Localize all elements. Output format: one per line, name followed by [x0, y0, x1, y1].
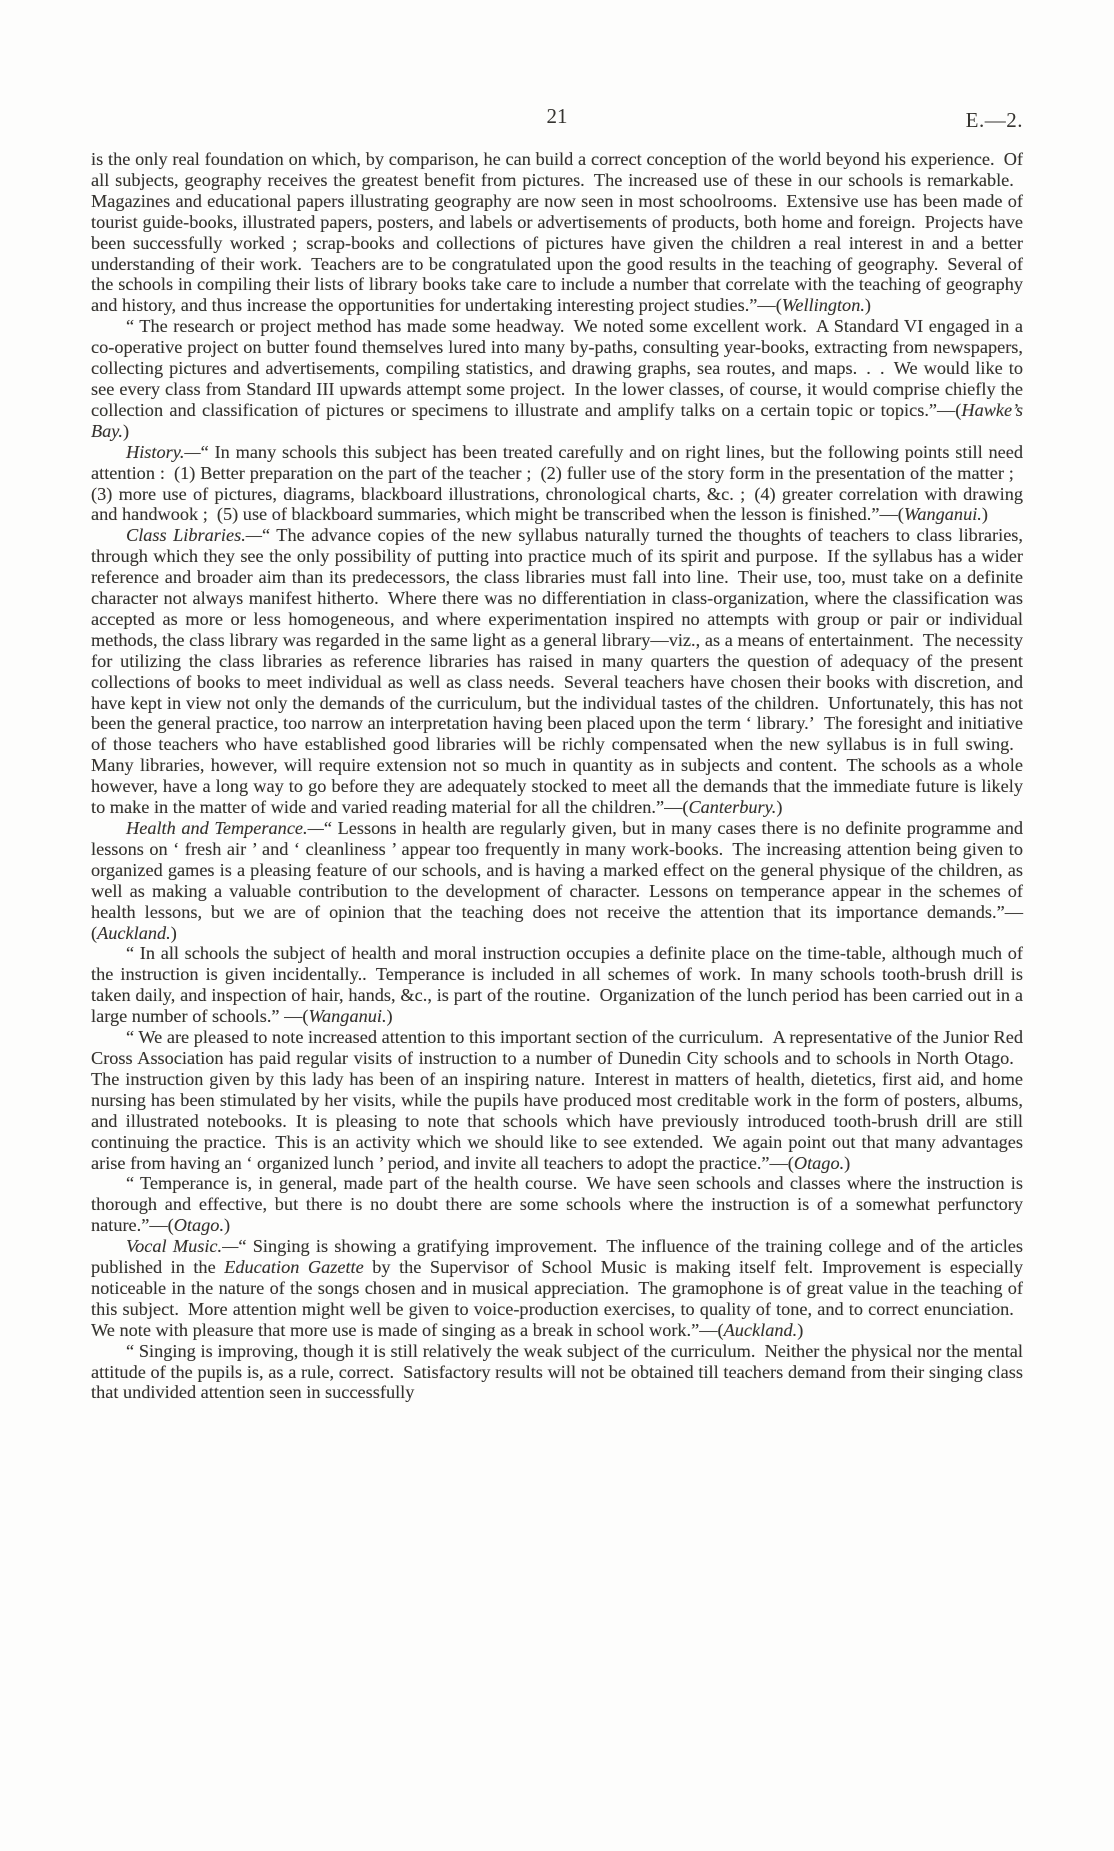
- body-text: is the only real foundation on which, by comparison, he can build a correct conception of the world beyond his experience. Of all subjects, geography receives the greatest benefit from pictures. The increased use of these in our schools is remarkable. Magazines and educational papers illustrating geography are now seen in most schoolrooms. Extensive use has been made of tourist guide-books, illustrated papers, posters, and labels or advertisements of products, both home and foreign. Projects have been successfully worked ; scrap-books and collections of pictures have given the children a real interest in and a better understanding of their work. Teachers are to be congratulated upon the good results in the teaching of geography. Several of the schools in compiling their lists of library books take care to include a number that correlate with the teaching of geography and history, and thus increase the opportunities for undertaking interesting project studies.”—(: [91, 149, 1023, 316]
- paragraph: [91, 1341, 1023, 1404]
- italic-text: Otago.: [173, 1215, 225, 1236]
- paragraph: [91, 1236, 1023, 1341]
- body-text: ): [981, 504, 988, 525]
- body-text: “ In many schools this subject has been treated carefully and on right lines, but the following points still need attention : (1) Better preparation on the part of the teacher ; (2) fuller use of the story form in the presentation of the matter ; (3) more use of pictures, diagrams, blackboard illustrations, chronological charts, &c. ; (4) greater correlation with drawing and handwook ; (5) use of blackboard summaries, which might be transcribed when the lesson is finished.”—(: [91, 441, 1023, 525]
- paragraph: [91, 818, 1023, 943]
- page-header: [91, 104, 1023, 136]
- italic-text: Hawke’s Bay.: [91, 399, 1023, 441]
- body-text: “ In all schools the subject of health and moral instruction occupies a definite place on the time-table, although much of the instruction is given incidentally.. Temperance is included in all schemes of work. In many schools tooth-brush drill is taken daily, and inspection of hair, hands, &c., is part of the routine. Organization of the lunch period has been carried out in a large number of schools.” —(: [91, 943, 1023, 1027]
- paragraph: [91, 149, 1023, 316]
- paragraph: [91, 1027, 1023, 1173]
- italic-text: Auckland.: [97, 922, 171, 943]
- body-text: “ The research or project method has made some headway. We noted some excellent work. A Standard VI engaged in a co-operative project on butter found themselves lured into many by-paths, consulting year-books, extracting from newspapers, collecting pictures and advertisements, compiling statistics, and drawing graphs, sea routes, and maps. . . We would like to see every class from Standard III upwards attempt some project. In the lower classes, of course, it would comprise chiefly the collection and classification of pictures or specimens to illustrate and amplify talks on a certain topic or topics.”—(: [91, 316, 1023, 420]
- paragraph: [91, 525, 1023, 818]
- italic-text: Wanganui.: [308, 1006, 387, 1027]
- body-text: ): [122, 420, 130, 441]
- paragraph: [91, 442, 1023, 526]
- italic-text: Education Gazette: [224, 1257, 364, 1278]
- paragraph: [91, 316, 1023, 441]
- italic-text: Wellington.: [781, 295, 865, 316]
- italic-text: Canterbury.: [688, 797, 777, 818]
- body-text: “ The advance copies of the new syllabus naturally turned the thoughts of teachers to class libraries, through which they see the only possibility of putting into practice much of its spirit and purpose. If the syllabus has a wider reference and broader aim than its predecessors, the class libraries must fall into line. Their use, too, must take on a definite character not always manifest hitherto. Where there was no differentiation in class-organization, where the classification was accepted as more or less homogeneous, and where experimentation inspired no attempts with group or pair or individual methods, the class library was regarded in the same light as a general library—viz., as a means of entertainment. The necessity for utilizing the class libraries as reference libraries has raised in many quarters the question of adequacy of the present collections of books to meet individual as well as class needs. Several teachers have chosen their books with discretion, and have kept in view not only the demands of the curriculum, but the individual tastes of the children. Unfortunately, this has not been the general practice, too narrow an interpretation having been placed upon the term ‘ library.’ The foresight and initiative of those teachers who have established good libraries will be richly compensated when the new syllabus is in full swing. Many libraries, however, will require extension not so much in quantity as in subjects and content. The schools as a whole however, have a long way to go before they are adequately stocked to meet all the demands that the immediate future is likely to make in the matter of wide and varied reading material for all the children.”—(: [91, 525, 1023, 818]
- italic-text: History.—: [126, 441, 201, 462]
- paragraph: [91, 943, 1023, 1027]
- body-text: “ Singing is showing a gratifying improvement. The influence of the training college and of the articles published in the: [91, 1236, 1024, 1278]
- page-number: 21: [546, 104, 568, 128]
- body-text: ): [224, 1215, 231, 1236]
- body-text: “ Lessons in health are regularly given, but in many cases there is no definite programme and lessons on ‘ fresh air ’ and ‘ cleanliness ’ appear too frequently in many work-books. The increasing attention being given to organized games is a pleasing feature of our schools, and is having a marked effect on the general physique of the children, as well as making a valuable contribution to the development of character. Lessons on temperance appear in the schemes of health lessons, but we are of opinion that the teaching does not receive the attention that its importance demands.”—(: [91, 818, 1023, 943]
- body-text: ): [844, 1152, 851, 1173]
- italic-text: Class Libraries.—: [126, 525, 263, 546]
- body-text: “ Singing is improving, though it is still relatively the weak subject of the curriculum. Neither the physical nor the mental attitude of the pupils is, as a rule, correct. Satisfactory results will not be obtained till teachers demand from their singing class that undivided attention seen in successfully: [91, 1340, 1023, 1403]
- body-text: ): [386, 1006, 393, 1027]
- document-reference: E.—2.: [965, 108, 1023, 132]
- italic-text: Wanganui.: [903, 504, 982, 525]
- body-text: ): [864, 295, 872, 316]
- paragraph: [91, 1173, 1023, 1236]
- italic-text: Auckland.: [723, 1319, 798, 1340]
- body-text: “ Temperance is, in general, made part of the health course. We have seen schools and classes where the instruction is thorough and effective, but there is no doubt there are some schools where the instruction is of a somewhat perfunctory nature.”—(: [91, 1173, 1023, 1236]
- body-text: ): [776, 797, 783, 818]
- body-text: ): [797, 1319, 804, 1340]
- italic-text: Vocal Music.—: [126, 1236, 239, 1257]
- body-text: “ We are pleased to note increased attention to this important section of the curriculum. A representative of the Junior Red Cross Association has paid regular visits of instruction to a number of Dunedin City schools and to schools in North Otago. The instruction given by this lady has been of an inspiring nature. Interest in matters of health, dietetics, first aid, and home nursing has been stimulated by her visits, while the pupils have produced most creditable work in the form of posters, albums, and illustrated notebooks. It is pleasing to note that schools which have previously introduced tooth-brush drill are still continuing the practice. This is an activity which we should like to see extended. We again point out that many advantages arise from having an ‘ organized lunch ’ period, and invite all teachers to adopt the practice.”—(: [91, 1027, 1023, 1173]
- italic-text: Otago.: [793, 1152, 845, 1173]
- body-text: ): [170, 922, 177, 943]
- page-body: [91, 149, 1023, 1403]
- italic-text: Health and Temperance.—: [126, 818, 324, 838]
- body-text: by the Supervisor of School Music is making itself felt. Improvement is especially noticeable in the nature of the songs chosen and in musical appreciation. The gramophone is of great value in the teaching of this subject. More attention might well be given to voice-production exercises, to quality of tone, and to correct enunciation. We note with pleasure that more use is made of singing as a break in school work.”—(: [91, 1257, 1023, 1340]
